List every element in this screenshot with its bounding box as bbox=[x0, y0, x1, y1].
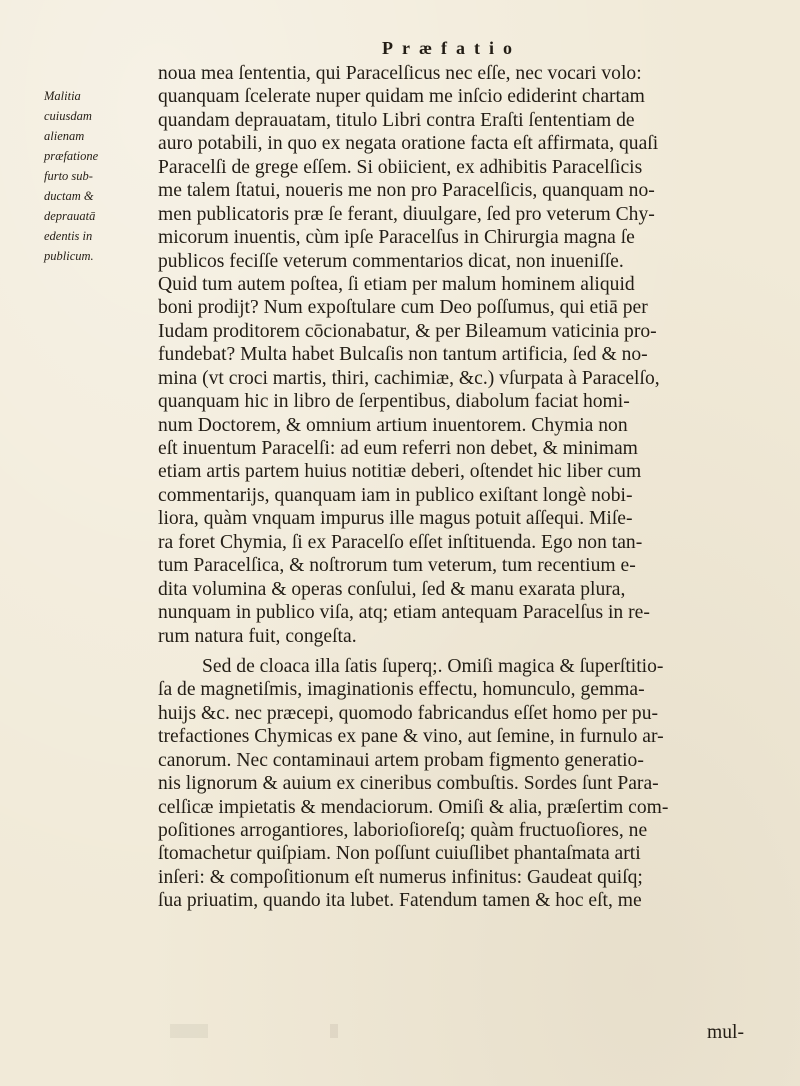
show-through-mark bbox=[330, 1024, 338, 1038]
margin-note-line: præfatione bbox=[44, 149, 99, 163]
margin-note-line: edentis in bbox=[44, 229, 93, 243]
text-line: Paracelſi de grege eſſem. Si obiicient, ex adhibitis Paracelſicis bbox=[158, 156, 643, 178]
text-line: boni prodijt? Num expoſtulare cum Deo poſſumus, qui etiā per bbox=[158, 297, 648, 319]
margin-note-line: Malitia bbox=[44, 89, 81, 103]
body-text bbox=[158, 62, 798, 913]
text-line: fundebat? Multa habet Bulcaſis non tantum artificia, ſed & no- bbox=[158, 344, 648, 366]
margin-note-line: alienam bbox=[44, 129, 85, 143]
text-line: quanquam hic in libro de ſerpentibus, diabolum faciat homi- bbox=[158, 391, 630, 413]
text-line: noua mea ſententia, qui Paracelſicus nec eſſe, nec vocari volo: bbox=[158, 63, 642, 84]
text-line: Sed de cloaca illa ſatis ſuperq;. Omiſi magica & ſuperſtitio- bbox=[202, 655, 664, 677]
text-line: auro potabili, in quo ex negata oratione facta eſt affirmata, quaſi bbox=[158, 133, 659, 155]
text-line: num Doctorem, & omnium artium inuentorem. Chymia non bbox=[158, 414, 628, 436]
margin-note-line: furto sub- bbox=[44, 169, 93, 183]
text-line: men publicatoris præ ſe ferant, diuulgare, ſed pro veterum Chy- bbox=[158, 203, 655, 225]
text-line: Iudam proditorem cōcionabatur, & per Bileamum vaticinia pro- bbox=[158, 320, 657, 342]
text-line: nunquam in publico viſa, atq; etiam antequam Paracelſus in re- bbox=[158, 602, 650, 624]
text-line: commentarijs, quanquam iam in publico exiſtant longè nobi- bbox=[158, 484, 633, 506]
text-line: publicos feciſſe veterum commentarios dicat, non inueniſſe. bbox=[158, 250, 624, 272]
margin-note bbox=[44, 86, 154, 266]
text-line: liora, quàm vnquam impurus ille magus potuit aſſequi. Miſe- bbox=[158, 508, 633, 530]
margin-note-line: cuiusdam bbox=[44, 109, 92, 123]
margin-note-line: ductam & bbox=[44, 189, 94, 203]
text-line: huijs &c. nec præcepi, quomodo fabricandus eſſet homo per pu- bbox=[158, 702, 659, 724]
text-line: mina (vt croci martis, thiri, cachimiæ, &c.) vſurpata à Paracelſo, bbox=[158, 367, 660, 389]
text-line: quanquam ſcelerate nuper quidam me inſcio ediderint chartam bbox=[158, 86, 645, 108]
text-line: Quid tum autem poſtea, ſi etiam per malum hominem aliquid bbox=[158, 273, 635, 295]
text-line: ſtomachetur quiſpiam. Non poſſunt cuiuſlibet phantaſmata arti bbox=[158, 843, 641, 865]
text-line: tum Paracelſica, & noſtrorum tum veterum, tum recentium e- bbox=[158, 555, 636, 577]
show-through-mark bbox=[170, 1024, 208, 1038]
text-line: rum natura fuit, congeſta. bbox=[158, 625, 357, 647]
text-line: me talem ſtatui, noueris me non pro Paracelſicis, quanquam no- bbox=[158, 180, 655, 202]
text-line: etiam artis partem huius notitiæ deberi, oſtendet hic liber cum bbox=[158, 461, 642, 483]
margin-note-line: publicum. bbox=[44, 249, 94, 263]
text-line: trefactiones Chymicas ex pane & vino, aut ſemine, in furnulo ar- bbox=[158, 726, 664, 748]
text-line: canorum. Nec contaminaui artem probam figmento generatio- bbox=[158, 749, 644, 771]
text-line: ſa de magnetiſmis, imaginationis effectu, homunculo, gemma- bbox=[158, 679, 645, 701]
text-line: ſua priuatim, quando ita lubet. Fatendum tamen & hoc eſt, me bbox=[158, 890, 642, 912]
text-line: poſitiones arrogantiores, laborioſioreſq; quàm fructuoſiores, ne bbox=[158, 820, 648, 841]
text-line: dita volumina & operas conſului, ſed & manu exarata plura, bbox=[158, 578, 626, 600]
margin-note-line: deprauatā bbox=[44, 209, 96, 223]
running-head: Præfatio bbox=[382, 38, 521, 58]
text-line: ra foret Chymia, ſi ex Paracelſo eſſet inſtituenda. Ego non tan- bbox=[158, 531, 643, 553]
catchword: mul- bbox=[707, 1022, 745, 1043]
text-line: nis lignorum & auium ex cineribus combuſtis. Sordes ſunt Para- bbox=[158, 773, 659, 795]
text-line: inſeri: & compoſitionum eſt numerus infinitus: Gaudeat quiſq; bbox=[158, 866, 643, 888]
text-line: eſt inuentum Paracelſi: ad eum referri non debet, & minimam bbox=[158, 438, 638, 459]
text-line: micorum inuentis, cùm ipſe Paracelſus in Chirurgia magna ſe bbox=[158, 227, 635, 249]
text-line: celſicæ impietatis & mendaciorum. Omiſi & alia, præſertim com- bbox=[158, 796, 669, 818]
text-line: quandam deprauatam, titulo Libri contra Eraſti ſententiam de bbox=[158, 109, 635, 131]
